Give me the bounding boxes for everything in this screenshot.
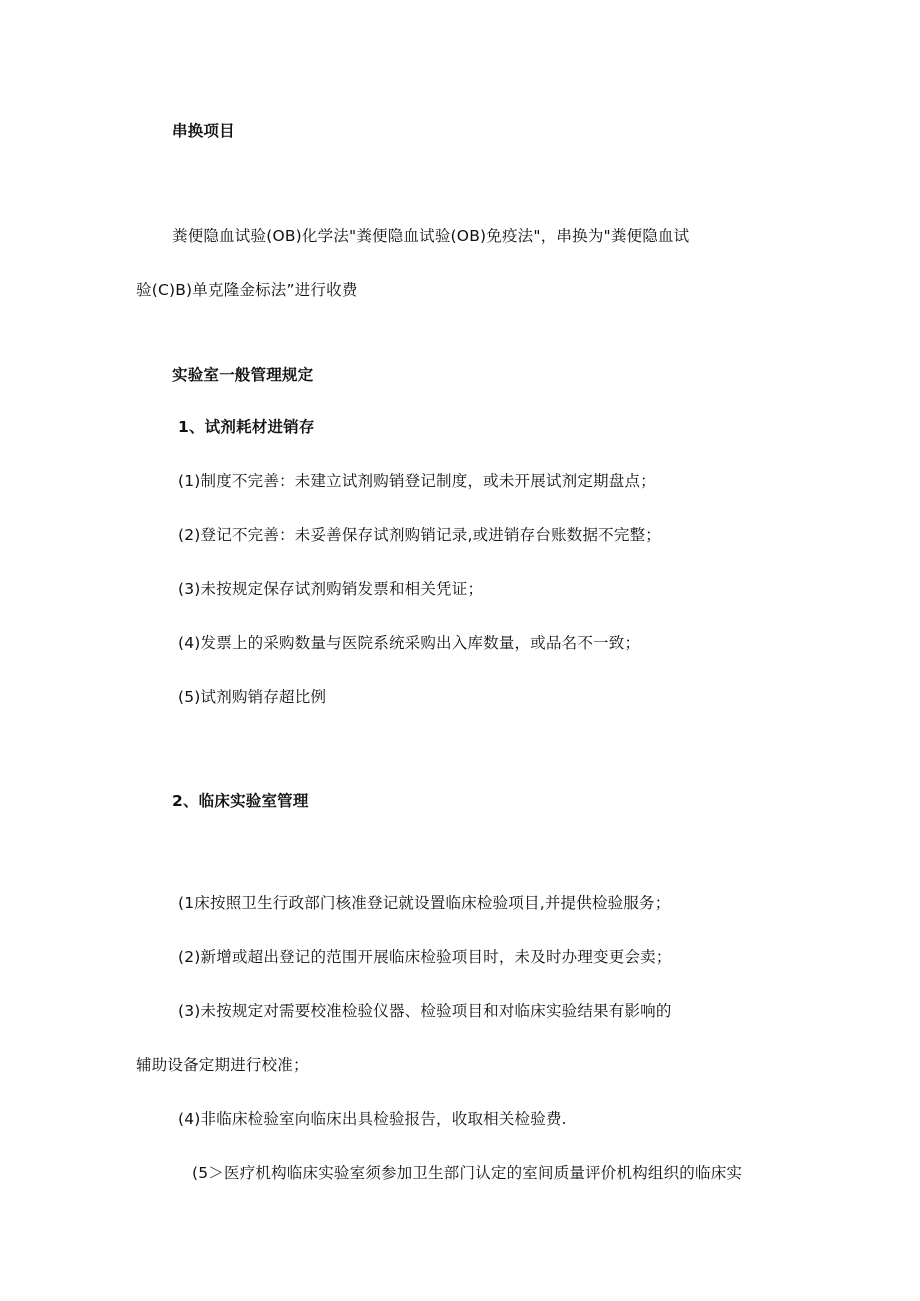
subsection-title-clinical-lab: 2、临床实验室管理 [172, 792, 309, 810]
paragraph-line: 验(C)B)单克隆金标法”进行收费 [136, 281, 358, 299]
list-item: (5＞医疗机构临床实验室须参加卫生部门认定的室间质量评价机构组织的临床实 [192, 1164, 743, 1182]
list-item: (2)新增或超出登记的范围开展临床检验项目时，未及时办理变更会卖； [178, 948, 672, 966]
list-item: (1)制度不完善：未建立试剂购销登记制度，或未开展试剂定期盘点； [178, 472, 656, 490]
list-item: (4)发票上的采购数量与医院系统采购出入库数量，或品名不一致； [178, 634, 641, 652]
list-item: (4)非临床检验室向临床出具检验报告，收取相关检验费. [178, 1110, 567, 1128]
list-item: (1床按照卫生行政部门核准登记就设置临床检验项目,并提供检验服务； [178, 894, 671, 912]
list-item: (5)试剂购销存超比例 [178, 688, 327, 706]
paragraph-line: 粪便隐血试验(OB)化学法"粪便隐血试验(OB)免疫法"，串换为"粪便隐血试 [172, 227, 690, 245]
list-item: (3)未按规定保存试剂购销发票和相关凭证； [178, 580, 484, 598]
list-item: (3)未按规定对需要校准检验仪器、检验项目和对临床实验结果有影响的 [178, 1002, 672, 1020]
list-item: (2)登记不完善：未妥善保存试剂购销记录,或进销存台账数据不完整； [178, 526, 661, 544]
section-title-lab-management: 实验室一般管理规定 [172, 366, 314, 384]
list-item-continuation: 辅助设备定期进行校准； [136, 1056, 309, 1074]
subsection-title-reagents: 1、试剂耗材进销存 [178, 418, 315, 436]
section-title-item-swap: 串换项目 [172, 122, 235, 140]
